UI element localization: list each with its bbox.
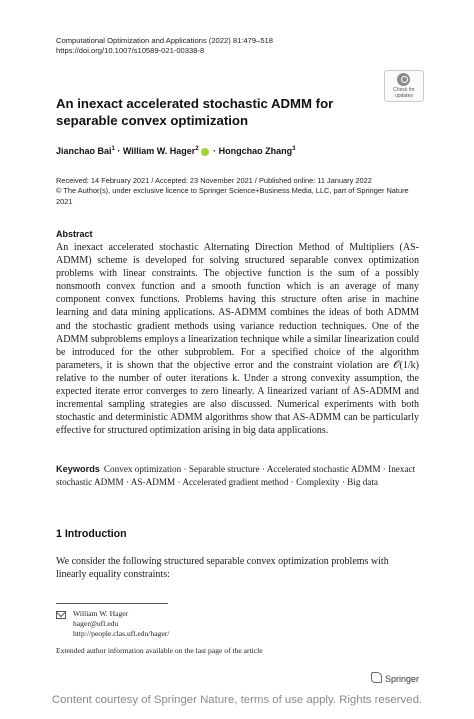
abstract-heading: Abstract [56,229,93,239]
author-list: Jianchao Bai$^1$ · William W. Hager$^2$ · Hongchao Zhang$^3$ [56,146,296,156]
author-affiliation-sup: 2 [195,146,199,152]
contact-url[interactable]: http://people.clas.ufl.edu/hager/ [73,629,170,638]
journal-header [56,36,273,56]
badge-line2: updates [395,93,413,99]
journal-citation: Computational Optimization and Applications (2022) 81:479–518 [56,36,273,45]
footnote-divider [56,603,168,604]
author-affiliation-sup: 3 [292,146,296,152]
publisher-logo [371,672,419,684]
extended-author-info: Extended author information available on the last page of the article [56,646,263,655]
springer-horse-icon [371,672,382,683]
keywords-section [56,463,419,489]
author-name[interactable]: Hongchao Zhang [218,146,293,156]
journal-doi-link[interactable]: https://doi.org/10.1007/s10589-021-00338-8 [56,46,205,55]
courtesy-footer: Content courtesy of Springer Nature, terms of use apply. Rights reserved. [51,694,423,706]
contact-email[interactable]: hager@ufl.edu [73,619,119,628]
author-name[interactable]: Jianchao Bai [56,146,112,156]
orcid-icon[interactable] [201,148,209,156]
keywords-text: Convex optimization · Separable structure · Accelerated stochastic ADMM · Inexact stochastic ADMM · AS-ADMM · Accelerated gradient method · Complexity · Big data [56,464,416,487]
check-for-updates-icon [397,73,410,86]
author-name[interactable]: William W. Hager [122,146,196,156]
dates-received-accepted: Received: 14 February 2021 / Accepted: 23 November 2021 / Published online: 11 January 2022 [56,176,372,185]
introduction-text: We consider the following structured separable convex optimization problems with linearly equality constraints: [56,556,389,581]
badge-line1: Check for [393,87,415,93]
publisher-name: Springer [385,674,420,684]
check-for-updates-badge[interactable] [384,70,424,102]
copyright-notice: © The Author(s), under exclusive licence to Springer Science+Business Media, LLC, part of Springer Nature 2021 [56,186,409,206]
contact-name: William W. Hager [73,609,129,618]
author-affiliation-sup: 1 [111,146,115,152]
publication-dates [56,176,426,207]
envelope-icon [56,611,66,619]
article-title: An inexact accelerated stochastic ADMM for separable convex optimization [56,96,334,128]
keywords-label: Keywords [56,464,100,474]
abstract-body: An inexact accelerated stochastic Alternating Direction Method of Multipliers (AS-ADMM) scheme is developed for solving structured separable convex optimization problems with linear constraints. The objective function is the sum of a possibly nonsmooth convex function and a smooth function which is an average of many component convex functions. Problems having this structure often arise in machine learning and data mining applications. AS-ADMM combines the ideas of both ADMM and the stochastic gradient methods using variance reduction techniques. One of the ADMM subproblems employs a linearization technique while a similar linearization could be introduced for the other subproblem. For a specified choice of the algorithm parameters, it is shown that the objective error and the constraint violation are 𝒪(1/k) relative to the number of outer iterations k. Under a strong convexity assumption, the expected iterate error converges to zero linearly. A linearized variant of AS-ADMM and incremental sampling strategies are also discussed. Numerical experiments with both stochastic and deterministic ADMM algorithms show that AS-ADMM can be particularly effective for structured optimization arising in big data applications. [56,242,419,437]
section-heading-introduction: 1 Introduction [56,528,127,540]
